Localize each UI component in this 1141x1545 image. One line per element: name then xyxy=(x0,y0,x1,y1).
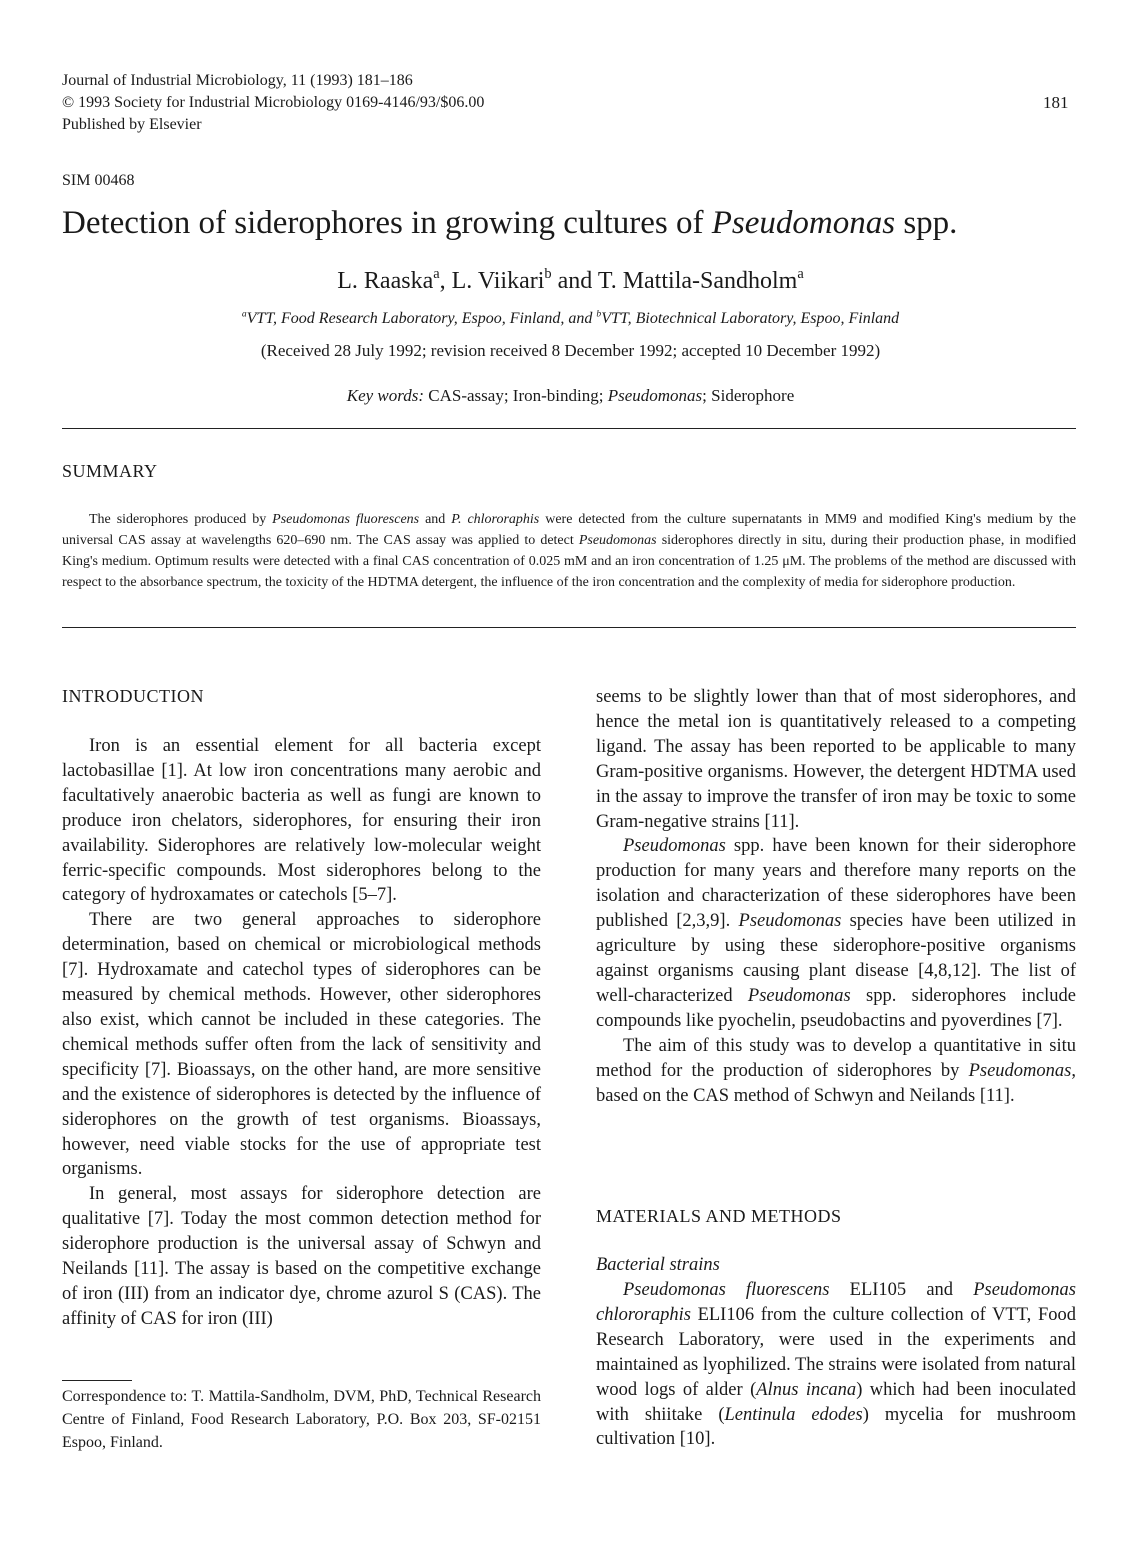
methods-heading: MATERIALS AND METHODS xyxy=(596,1206,842,1226)
divider-top xyxy=(62,428,1076,429)
text-run: ELI106 from the culture collection of VTT, Food Research Laboratory, were used in the experiments and maintained as lyophilized. The strains were isolated from natural wood logs of alder ( xyxy=(596,1304,1076,1400)
author-sup: a xyxy=(797,265,804,282)
author-sep: and xyxy=(551,268,598,294)
intro-paragraph-5 xyxy=(596,834,1076,1033)
received-dates: (Received 28 July 1992; revision received 8 December 1992; accepted 10 December 1992) xyxy=(260,341,881,360)
keywords-label: Key words: xyxy=(346,386,425,405)
author-mattila-sandholm: T. Mattila-Sandholm xyxy=(597,268,798,294)
summary-run: siderophores directly in situ, during their production phase, in modified King's medium. Optimum results were detected with a final CAS concentration of 0.025 mM and an iron concentration of 1.25 μM. The problems of the method are discussed with respect to the absorbance spectrum, the toxicity of the HDTMA detergent, the influence of the iron concentration and the complexity of media for siderophore production. xyxy=(62,533,1076,590)
affil-sup: a xyxy=(241,308,247,320)
sim-id: SIM 00468 xyxy=(62,172,135,189)
author-list xyxy=(0,265,1141,295)
footnote-rule xyxy=(62,1380,132,1381)
correspondence-footnote: Correspondence to: T. Mattila-Sandholm, DVM, PhD, Technical Research Centre of Finland, Food Research Laboratory, P.O. Box 203, SF-02151 Espoo, Finland. xyxy=(62,1388,541,1451)
right-column xyxy=(596,685,1076,1108)
affil-sup: b xyxy=(596,308,602,320)
divider-bottom xyxy=(62,627,1076,628)
summary-run: and xyxy=(419,512,452,527)
intro-paragraph-2: There are two general approaches to siderophore determination, based on chemical or microbiological methods [7]. Hydroxamate and catechol types of siderophores can be measured by chemical methods. However, other siderophores also exist, which cannot be included in these categories. The chemical methods suffer often from the lack of sensitivity and specificity [7]. Bioassays, on the other hand, are more sensitive and the existence of siderophores is detected by the influence of siderophores on the growth of test organisms. Bioassays, however, need viable stocks for the use of appropriate test organisms. xyxy=(62,910,541,1180)
keywords-text: ; Siderophore xyxy=(702,386,795,405)
genus-italic: Pseudomonas xyxy=(968,1060,1072,1081)
summary-species: Pseudomonas fluorescens xyxy=(272,512,420,527)
species-italic: Pseudomonas fluorescens xyxy=(623,1280,830,1300)
keywords-text: CAS-assay; Iron-binding; xyxy=(424,386,608,405)
intro-paragraph-6 xyxy=(596,1034,1076,1109)
publisher-line: Published by Elsevier xyxy=(62,116,202,133)
intro-paragraph-4: seems to be slightly lower than that of most siderophores, and hence the metal ion is quantitatively released to a competing ligand. The assay has been reported to be applicable to many Gram-positive organisms. However, the detergent HDTMA used in the assay to improve the transfer of iron may be toxic to some Gram-negative strains [11]. xyxy=(596,687,1076,832)
text-run: species have been utilized in agriculture by using these siderophore-positive organisms against organisms causing plant disease [4,8,12]. The list of well-characterized xyxy=(596,911,1076,1006)
author-sup: a xyxy=(433,265,440,282)
species-italic: Alnus incana xyxy=(756,1379,857,1400)
species-italic: Pseudomonas chlororaphis xyxy=(596,1280,1076,1325)
page-number: 181 xyxy=(1043,93,1069,112)
summary-species: P. chlororaphis xyxy=(451,512,540,527)
methods-text xyxy=(596,1278,1076,1452)
summary-text xyxy=(62,509,1076,593)
text-run: spp. have been known for their siderophore production for many years and therefore many reports on the isolation and characterization of these siderophores have been published [2,3,9]. xyxy=(596,836,1076,932)
keywords-genus: Pseudomonas xyxy=(607,386,703,405)
affil-a: VTT, Food Research Laboratory, Espoo, Finland, and xyxy=(246,310,597,327)
keywords xyxy=(0,386,1141,406)
title-genus: Pseudomonas xyxy=(711,205,896,241)
text-run: ELI105 and xyxy=(829,1280,974,1300)
author-viikari: L. Viikari xyxy=(451,268,545,294)
title-main: Detection of siderophores in growing cultures of xyxy=(62,205,712,241)
journal-header xyxy=(62,70,484,136)
bacterial-strains-heading: Bacterial strains xyxy=(596,1255,720,1275)
journal-citation: Journal of Industrial Microbiology, 11 (1993) 181–186 xyxy=(62,72,413,89)
title-tail: spp. xyxy=(895,205,958,241)
summary-run: were detected from the culture supernatants in MM9 and modified King's medium by the universal CAS assay at wavelengths 620–690 nm. The CAS assay was applied to detect xyxy=(62,512,1076,548)
text-run: spp. siderophores include compounds like pyochelin, pseudobactins and pyoverdines [7]. xyxy=(596,985,1076,1031)
summary-species: Pseudomonas xyxy=(578,533,657,548)
intro-paragraph-1: Iron is an essential element for all bacteria except lactobasillae [1]. At low iron concentrations many aerobic and facultatively anaerobic bacteria as well as fungi are known to produce iron chelators, siderophores, for ensuring their iron availability. Siderophores are relatively low-molecular weight ferric-specific compounds. Most siderophores belong to the category of hydroxamates or catechols [5–7]. xyxy=(62,736,541,906)
summary-run: The siderophores produced by xyxy=(89,512,273,527)
author-raaska: L. Raaska xyxy=(337,268,434,294)
affiliations xyxy=(0,310,1141,328)
genus-italic: Pseudomonas xyxy=(747,985,851,1006)
methods-paragraph-1 xyxy=(596,1278,1076,1452)
species-italic: Lentinula edodes xyxy=(724,1404,863,1425)
introduction-heading: INTRODUCTION xyxy=(62,686,204,706)
methods-subheading xyxy=(596,1253,1076,1278)
text-run: The aim of this study was to develop a quantitative in situ method for the production of siderophores by xyxy=(596,1035,1076,1081)
text-run: , based on the CAS method of Schwyn and Neilands [11]. xyxy=(596,1060,1076,1106)
left-column xyxy=(62,734,541,1332)
copyright-line: © 1993 Society for Industrial Microbiology 0169-4146/93/$06.00 xyxy=(62,94,485,111)
genus-italic: Pseudomonas xyxy=(623,836,726,857)
text-run: ) which had been inoculated with shiitake ( xyxy=(596,1379,1076,1425)
paper-title xyxy=(62,203,1082,243)
summary-heading: SUMMARY xyxy=(62,461,158,481)
text-run: ) mycelia for mushroom cultivation [10]. xyxy=(596,1404,1076,1450)
author-sup: b xyxy=(544,265,552,282)
genus-italic: Pseudomonas xyxy=(738,911,842,932)
affil-b: VTT, Biotechnical Laboratory, Espoo, Finland xyxy=(601,310,900,327)
intro-paragraph-3: In general, most assays for siderophore detection are qualitative [7]. Today the most common detection method for siderophore production is the universal assay of Schwyn and Neilands [11]. The assay is based on the competitive exchange of iron (III) from an indicator dye, chrome azurol S (CAS). The affinity of CAS for iron (III) xyxy=(62,1184,541,1329)
author-sep: , xyxy=(439,268,452,294)
